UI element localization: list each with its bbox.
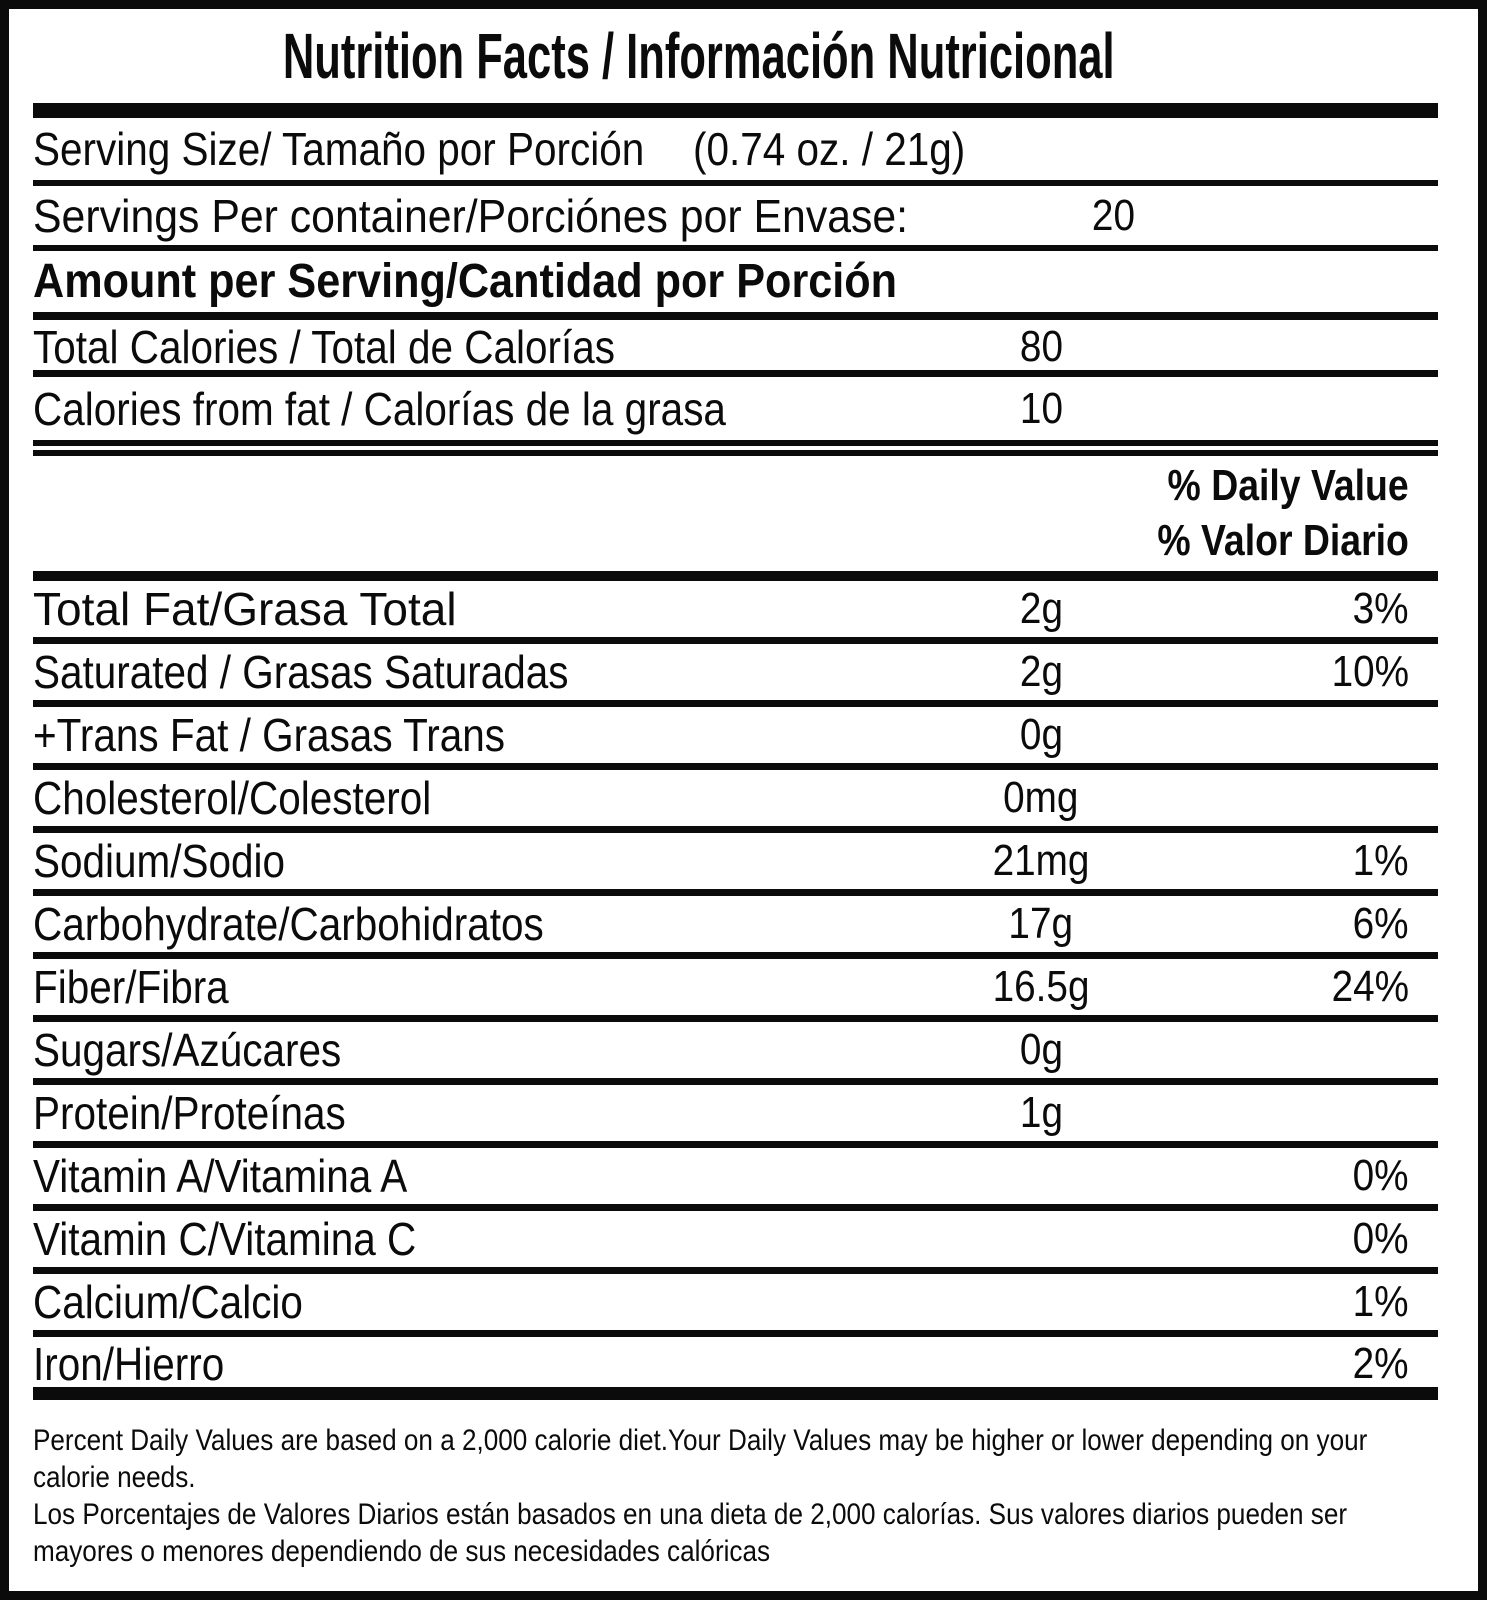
amount-per-serving-cell bbox=[33, 254, 1438, 309]
footnote-text-block bbox=[33, 1422, 1438, 1570]
nutrient-amount: 2g bbox=[1019, 647, 1063, 696]
nutrient-amount-cell bbox=[901, 1277, 1181, 1327]
nutrient-amount-cell bbox=[901, 647, 1181, 697]
nutrient-amount-cell bbox=[901, 1339, 1181, 1389]
nutrient-label: Sodium/Sodio bbox=[33, 835, 286, 887]
nutrient-label-cell bbox=[33, 1275, 901, 1329]
nutrient-dv: 24% bbox=[1331, 962, 1409, 1011]
servings-per-container-value-cell bbox=[974, 191, 1254, 241]
nutrient-amount: 0g bbox=[1019, 710, 1063, 759]
nutrient-dv-cell bbox=[1181, 1277, 1438, 1327]
nutrient-row-cholesterol bbox=[33, 770, 1438, 833]
nutrient-label-cell bbox=[33, 1086, 901, 1140]
nutrient-dv: 6% bbox=[1353, 899, 1409, 948]
footnote-es: Los Porcentajes de Valores Diarios están basados en una dieta de 2,000 calorías. Sus valores diarios pueden ser mayores o menores dependiendo de sus necesidades calóricas bbox=[33, 1498, 1348, 1568]
nutrient-row-trans-fat bbox=[33, 707, 1438, 770]
nutrient-amount-cell bbox=[901, 710, 1181, 760]
nutrient-dv-cell bbox=[1181, 1088, 1438, 1138]
nutrient-amount: 1g bbox=[1019, 1088, 1063, 1137]
nutrient-label-cell bbox=[33, 1023, 901, 1077]
nutrient-amount: 0g bbox=[1019, 1025, 1063, 1074]
total-calories-label: Total Calories / Total de Calorías bbox=[33, 321, 616, 373]
title-bar bbox=[9, 9, 1478, 103]
total-calories-row bbox=[33, 320, 1438, 377]
calories-from-fat-value-cell bbox=[901, 384, 1181, 434]
nutrient-label: Sugars/Azúcares bbox=[33, 1024, 342, 1076]
nutrient-dv-cell bbox=[1181, 962, 1438, 1012]
nutrient-amount: 17g bbox=[1008, 899, 1074, 948]
nutrient-dv-cell bbox=[1181, 773, 1438, 823]
nutrient-row-protein bbox=[33, 1085, 1438, 1148]
title-divider-bar bbox=[33, 103, 1438, 118]
nutrient-label: Vitamin A/Vitamina A bbox=[33, 1150, 408, 1202]
nutrient-dv-cell bbox=[1181, 1151, 1438, 1201]
nutrient-amount-cell bbox=[901, 584, 1181, 634]
nutrient-row-carbohydrate bbox=[33, 896, 1438, 959]
double-rule-divider bbox=[33, 440, 1438, 456]
nutrient-row-sugars bbox=[33, 1022, 1438, 1085]
nutrient-row-saturated-fat bbox=[33, 644, 1438, 707]
nutrient-dv: 10% bbox=[1331, 647, 1409, 696]
nutrient-label-cell bbox=[33, 960, 901, 1014]
nutrient-amount-cell bbox=[901, 1025, 1181, 1075]
nutrient-label: Total Fat/Grasa Total bbox=[33, 583, 457, 635]
nutrient-row-sodium bbox=[33, 833, 1438, 896]
nutrient-label-cell bbox=[33, 897, 901, 951]
servings-per-container-row bbox=[33, 186, 1438, 251]
servings-per-container-label-cell bbox=[33, 189, 974, 243]
nutrient-dv: 1% bbox=[1353, 836, 1409, 885]
nutrient-row-calcium bbox=[33, 1274, 1438, 1337]
calories-from-fat-label: Calories from fat / Calorías de la grasa bbox=[33, 382, 726, 435]
total-calories-label-cell bbox=[33, 320, 901, 374]
nutrient-amount-cell bbox=[901, 962, 1181, 1012]
nutrient-label: Saturated / Grasas Saturadas bbox=[33, 646, 569, 698]
nutrient-dv-cell bbox=[1181, 1339, 1438, 1389]
nutrient-label: Cholesterol/Colesterol bbox=[33, 772, 432, 824]
footnote-en: Percent Daily Values are based on a 2,000 calorie diet.Your Daily Values may be higher or lower depending on your calorie needs. bbox=[33, 1424, 1368, 1494]
nutrient-label-cell bbox=[33, 834, 901, 888]
nutrient-amount: 16.5g bbox=[992, 962, 1090, 1011]
nutrient-label: Protein/Proteínas bbox=[33, 1087, 346, 1139]
nutrient-label: Fiber/Fibra bbox=[33, 961, 229, 1013]
amount-per-serving-row bbox=[33, 251, 1438, 320]
nutrient-row-fiber bbox=[33, 959, 1438, 1022]
serving-size-value: (0.74 oz. / 21g) bbox=[693, 123, 966, 175]
page-title: Nutrition Facts / Información Nutricional bbox=[282, 20, 1115, 92]
nutrient-amount-cell bbox=[901, 836, 1181, 886]
nutrient-label: +Trans Fat / Grasas Trans bbox=[33, 709, 506, 761]
nutrient-dv: 1% bbox=[1353, 1277, 1409, 1326]
nutrient-label-cell bbox=[33, 1212, 901, 1266]
nutrient-dv-cell bbox=[1181, 1025, 1438, 1075]
serving-size-label-cell bbox=[33, 122, 693, 176]
nutrient-dv: 0% bbox=[1353, 1151, 1409, 1200]
nutrient-dv-cell bbox=[1181, 899, 1438, 949]
nutrient-dv-cell bbox=[1181, 710, 1438, 760]
nutrient-dv-cell bbox=[1181, 836, 1438, 886]
nutrient-label-cell bbox=[33, 1149, 901, 1203]
daily-value-header-block bbox=[33, 456, 1438, 581]
footnote-section bbox=[33, 1400, 1438, 1570]
nutrient-label-cell bbox=[33, 771, 901, 825]
servings-per-container-label: Servings Per container/Porciónes por Envase: bbox=[33, 189, 909, 242]
nutrient-row-iron bbox=[33, 1337, 1438, 1400]
total-calories-value: 80 bbox=[1019, 322, 1063, 371]
nutrient-amount-cell bbox=[901, 1151, 1181, 1201]
nutrient-label-cell bbox=[33, 645, 901, 699]
nutrient-label: Vitamin C/Vitamina C bbox=[33, 1213, 417, 1265]
nutrient-amount-cell bbox=[901, 773, 1181, 823]
daily-value-header-en: % Daily Value bbox=[1167, 461, 1409, 510]
nutrient-dv: 3% bbox=[1353, 584, 1409, 633]
calories-from-fat-row bbox=[33, 377, 1438, 440]
nutrient-amount-cell bbox=[901, 899, 1181, 949]
nutrient-row-vitamin-c bbox=[33, 1211, 1438, 1274]
serving-size-value-cell bbox=[693, 122, 1438, 176]
nutrient-label: Calcium/Calcio bbox=[33, 1276, 303, 1328]
nutrient-label: Iron/Hierro bbox=[33, 1338, 225, 1390]
nutrient-amount-cell bbox=[901, 1088, 1181, 1138]
nutrient-dv: 0% bbox=[1353, 1214, 1409, 1263]
nutrient-dv-cell bbox=[1181, 584, 1438, 634]
nutrient-amount: 21mg bbox=[992, 836, 1090, 885]
nutrient-label: Carbohydrate/Carbohidratos bbox=[33, 898, 544, 950]
daily-value-header-es: % Valor Diario bbox=[1157, 516, 1409, 565]
nutrient-label-cell bbox=[33, 708, 901, 762]
nutrient-label-cell bbox=[33, 1337, 901, 1391]
amount-per-serving-header: Amount per Serving/Cantidad por Porción bbox=[33, 255, 898, 308]
servings-per-container-value: 20 bbox=[1092, 190, 1136, 240]
calories-from-fat-label-cell bbox=[33, 382, 901, 436]
nutrient-row-vitamin-a bbox=[33, 1148, 1438, 1211]
calories-from-fat-value: 10 bbox=[1019, 383, 1063, 433]
serving-size-row bbox=[33, 118, 1438, 186]
nutrient-dv-cell bbox=[1181, 1214, 1438, 1264]
nutrient-dv-cell bbox=[1181, 647, 1438, 697]
nutrient-amount: 0mg bbox=[1003, 773, 1079, 822]
total-calories-value-cell bbox=[901, 322, 1181, 372]
nutrient-amount-cell bbox=[901, 1214, 1181, 1264]
serving-size-label: Serving Size/ Tamaño por Porción bbox=[33, 123, 645, 175]
nutrient-amount: 2g bbox=[1019, 584, 1063, 633]
nutrient-row-total-fat bbox=[33, 581, 1438, 644]
nutrient-dv: 2% bbox=[1353, 1339, 1409, 1388]
nutrient-label-cell bbox=[33, 582, 901, 636]
